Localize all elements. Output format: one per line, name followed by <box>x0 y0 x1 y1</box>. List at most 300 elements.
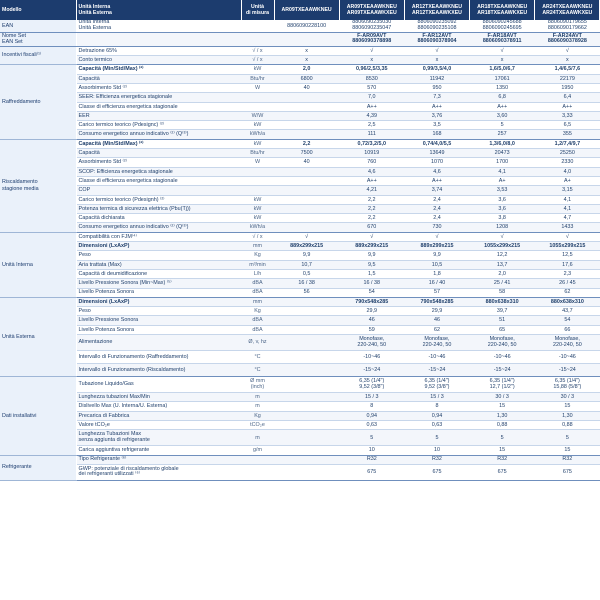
spec-value: 16 / 38 <box>274 279 339 288</box>
spec-value: 15 <box>470 402 535 411</box>
spec-label: Carico termico teorico (Pdesignc) ⁽²⁾ <box>76 121 241 130</box>
spec-row <box>0 232 600 241</box>
spec-value: 40 <box>274 84 339 93</box>
spec-label: Carico termico teorico (Pdesignh) ⁽²⁾ <box>76 195 241 204</box>
spec-value <box>274 111 339 120</box>
spec-value <box>274 195 339 204</box>
spec-value: 1,2/7,4/9,7 <box>535 139 600 148</box>
spec-unit: mm <box>241 242 274 251</box>
spec-value <box>274 464 339 480</box>
spec-label: EER <box>76 111 241 120</box>
spec-label: Peso <box>76 307 241 316</box>
spec-unit: Kg <box>241 307 274 316</box>
spec-value: 0,88 <box>535 420 600 429</box>
spec-value: 3,5 <box>404 121 469 130</box>
spec-unit: √ / x <box>241 232 274 241</box>
spec-value: x <box>339 56 404 65</box>
spec-value <box>274 420 339 429</box>
spec-label: Livello Potenza Sonora <box>76 288 241 297</box>
spec-value <box>274 393 339 402</box>
spec-value: 4,0 <box>535 167 600 176</box>
spec-unit: kW <box>241 139 274 148</box>
spec-row <box>0 33 600 47</box>
spec-value: 675 <box>535 464 600 480</box>
spec-value: √ <box>404 46 469 55</box>
spec-value: 7500 <box>274 149 339 158</box>
section-name: Riscaldamento stagione media <box>0 139 76 232</box>
spec-value: A++ <box>404 102 469 111</box>
spec-value: 9,9 <box>274 251 339 260</box>
spec-value: 6,8 <box>470 93 535 102</box>
section-name: Refrigerante <box>0 455 76 480</box>
spec-value <box>274 204 339 213</box>
spec-row <box>0 351 600 364</box>
header-row <box>0 0 600 20</box>
spec-value: 54 <box>339 288 404 297</box>
spec-unit: Btu/hr <box>241 149 274 158</box>
spec-value: 730 <box>404 223 469 232</box>
spec-row <box>0 420 600 429</box>
spec-value: 257 <box>470 130 535 139</box>
spec-value: 880x638x310 <box>470 297 535 306</box>
spec-row <box>0 269 600 278</box>
spec-value: 675 <box>339 464 404 480</box>
spec-value: 2,2 <box>339 204 404 213</box>
spec-value <box>274 130 339 139</box>
spec-value: √ <box>470 232 535 241</box>
spec-row <box>0 56 600 65</box>
spec-unit: m <box>241 430 274 446</box>
spec-value: 17061 <box>470 74 535 83</box>
spec-value: 15 / 3 <box>339 393 404 402</box>
spec-value: 8 <box>339 402 404 411</box>
spec-value: x <box>274 46 339 55</box>
spec-unit: g/m <box>241 446 274 455</box>
spec-value: 58 <box>470 288 535 297</box>
spec-row <box>0 102 600 111</box>
spec-value: 4,7 <box>535 214 600 223</box>
spec-value: 1700 <box>470 158 535 167</box>
spec-value: 1350 <box>470 84 535 93</box>
spec-value: 16 / 38 <box>339 279 404 288</box>
spec-value: x <box>535 56 600 65</box>
spec-label: Intervallo di Funzionamento (Raffreddamento) <box>76 351 241 364</box>
spec-value: 8806090228100 <box>274 20 339 33</box>
spec-value: -15~24 <box>404 364 469 377</box>
spec-value: 3,15 <box>535 186 600 195</box>
spec-label: Classe di efficienza energetica stagionale <box>76 176 241 185</box>
spec-value: 1,5 <box>339 269 404 278</box>
spec-label: Dislivello Max (U. Interna/U. Esterna) <box>76 402 241 411</box>
header-model: AR09TXEAAWKNEU AR09TXEAAWKXEU <box>339 0 404 20</box>
spec-row <box>0 316 600 325</box>
spec-label: Intervallo di Funzionamento (Riscaldamento) <box>76 364 241 377</box>
spec-value: 5 <box>470 121 535 130</box>
spec-value: 3,60 <box>470 111 535 120</box>
spec-value: R32 <box>404 455 469 464</box>
spec-value: 4,1 <box>470 167 535 176</box>
section-name: Unità Interna <box>0 232 76 297</box>
spec-value: 5 <box>535 430 600 446</box>
spec-value: 12,5 <box>535 251 600 260</box>
spec-value: 1070 <box>404 158 469 167</box>
spec-value: 6800 <box>274 74 339 83</box>
spec-value <box>274 377 339 393</box>
spec-value: 12,2 <box>470 251 535 260</box>
spec-label: Assorbimento Std ⁽²⁾ <box>76 158 241 167</box>
spec-value: 29,9 <box>404 307 469 316</box>
spec-value: 26 / 45 <box>535 279 600 288</box>
spec-row <box>0 176 600 185</box>
spec-unit: kWh/a <box>241 223 274 232</box>
spec-label: Tipo Refrigerante ⁽⁶⁾ <box>76 455 241 464</box>
spec-value: 2,3 <box>535 269 600 278</box>
spec-row <box>0 402 600 411</box>
spec-row <box>0 46 600 55</box>
spec-value: 2,2 <box>339 195 404 204</box>
spec-label: Conto termico <box>76 56 241 65</box>
spec-value: 3,76 <box>404 111 469 120</box>
spec-unit: kW <box>241 121 274 130</box>
spec-value: 2,0 <box>274 65 339 74</box>
spec-value: 0,94 <box>339 411 404 420</box>
spec-value: 1055x299x215 <box>470 242 535 251</box>
spec-value <box>274 214 339 223</box>
spec-value: √ <box>339 232 404 241</box>
spec-value <box>274 430 339 446</box>
spec-value: 10,7 <box>274 260 339 269</box>
spec-value: Monofase, 220-240, 50 <box>535 335 600 351</box>
spec-value: 56 <box>274 288 339 297</box>
spec-value: x <box>274 56 339 65</box>
spec-label: Peso <box>76 251 241 260</box>
spec-value: 4,6 <box>339 167 404 176</box>
spec-value: F-AR12AVT 8806090378904 <box>404 33 469 47</box>
spec-label: Capacità <box>76 74 241 83</box>
spec-label: Carica aggiuntiva refrigerante <box>76 446 241 455</box>
spec-value: -15~24 <box>535 364 600 377</box>
spec-value: √ <box>274 232 339 241</box>
spec-label: Consumo energetico annuo indicativo ⁽²⁾ (Q⁽³⁾) <box>76 130 241 139</box>
spec-unit <box>241 20 274 33</box>
spec-row <box>0 167 600 176</box>
spec-value: 46 <box>404 316 469 325</box>
spec-unit: √ / x <box>241 46 274 55</box>
spec-value: 0,96/2,5/3,35 <box>339 65 404 74</box>
spec-value: A+ <box>470 176 535 185</box>
spec-label <box>76 33 241 47</box>
spec-value: 7,0 <box>339 93 404 102</box>
header-unit-measure: Unità di misura <box>241 0 274 20</box>
spec-value: 39,7 <box>470 307 535 316</box>
spec-value: 10919 <box>339 149 404 158</box>
spec-value: 1,30 <box>470 411 535 420</box>
spec-value <box>274 351 339 364</box>
spec-value: 11942 <box>404 74 469 83</box>
spec-value: 4,21 <box>339 186 404 195</box>
spec-label: Lunghezza Tubazioni Max senza aggiunta di refrigerante <box>76 430 241 446</box>
spec-value: 25250 <box>535 149 600 158</box>
spec-value: A++ <box>339 176 404 185</box>
spec-value: 2,2 <box>339 214 404 223</box>
spec-value: 59 <box>339 325 404 334</box>
section-name: Dati installativi <box>0 377 76 455</box>
spec-value: -15~24 <box>339 364 404 377</box>
spec-value: 790x548x285 <box>339 297 404 306</box>
spec-value: 0,94 <box>404 411 469 420</box>
spec-value: 40 <box>274 158 339 167</box>
spec-value: 25 / 41 <box>470 279 535 288</box>
spec-value: √ <box>470 46 535 55</box>
spec-value: 22179 <box>535 74 600 83</box>
spec-unit: m³/min <box>241 260 274 269</box>
spec-value: F-AR18AVT 8806090378911 <box>470 33 535 47</box>
spec-value: 168 <box>404 130 469 139</box>
spec-unit: Kg <box>241 251 274 260</box>
spec-value: 62 <box>535 288 600 297</box>
spec-value <box>274 364 339 377</box>
spec-value: 20473 <box>470 149 535 158</box>
spec-value: A++ <box>535 102 600 111</box>
spec-value <box>274 102 339 111</box>
spec-unit: dBA <box>241 279 274 288</box>
spec-row <box>0 335 600 351</box>
spec-value: 0,63 <box>404 420 469 429</box>
spec-unit: Btu/hr <box>241 74 274 83</box>
spec-label: Livello Potenza Sonora <box>76 325 241 334</box>
spec-value: 13,7 <box>470 260 535 269</box>
header-unit-label: Unità Interna Unità Esterna <box>76 0 241 20</box>
spec-row <box>0 260 600 269</box>
spec-value: 8806090179655 8806090179662 <box>535 20 600 33</box>
spec-unit: Kg <box>241 411 274 420</box>
spec-value: 15 <box>535 402 600 411</box>
spec-value <box>274 335 339 351</box>
spec-unit: dBA <box>241 288 274 297</box>
spec-value <box>274 446 339 455</box>
spec-value <box>274 297 339 306</box>
spec-label: Classe di efficienza energetica stagionale <box>76 102 241 111</box>
spec-row <box>0 455 600 464</box>
spec-row <box>0 364 600 377</box>
section-name: Unità Esterna <box>0 297 76 376</box>
spec-value: 1208 <box>470 223 535 232</box>
spec-row <box>0 186 600 195</box>
spec-value: 889x299x215 <box>404 242 469 251</box>
spec-value: 9,5 <box>339 260 404 269</box>
spec-value: 0,99/3,5/4,0 <box>404 65 469 74</box>
header-model: AR24TXEAAWKNEU AR24TXEAAWKXEU <box>535 0 600 20</box>
spec-row <box>0 393 600 402</box>
spec-unit <box>241 176 274 185</box>
spec-value: 0,74/4,0/5,5 <box>404 139 469 148</box>
spec-value: 880x638x310 <box>535 297 600 306</box>
spec-value: 950 <box>404 84 469 93</box>
spec-label: Lunghezza tubazioni Max/Min <box>76 393 241 402</box>
spec-value: R32 <box>535 455 600 464</box>
spec-value: 30 / 3 <box>470 393 535 402</box>
section-name: Raffreddamento <box>0 65 76 139</box>
spec-value: 46 <box>339 316 404 325</box>
spec-row <box>0 121 600 130</box>
spec-value: 57 <box>404 288 469 297</box>
spec-row <box>0 377 600 393</box>
spec-label: Consumo energetico annuo indicativo ⁽²⁾ (Q⁽³⁾) <box>76 223 241 232</box>
spec-label: Capacità di deumidificazione <box>76 269 241 278</box>
spec-value <box>274 186 339 195</box>
spec-value: 0,72/3,2/5,0 <box>339 139 404 148</box>
spec-label: Detrazione 65% <box>76 46 241 55</box>
spec-value: 2,4 <box>404 214 469 223</box>
spec-value: 15 <box>535 446 600 455</box>
spec-label: SEER: Efficienza energetica stagionale <box>76 93 241 102</box>
spec-unit: W <box>241 84 274 93</box>
spec-row <box>0 251 600 260</box>
spec-value: 355 <box>535 130 600 139</box>
spec-value: 760 <box>339 158 404 167</box>
spec-value: 4,1 <box>535 204 600 213</box>
spec-value <box>274 316 339 325</box>
spec-unit: °C <box>241 351 274 364</box>
spec-value: 10 <box>404 446 469 455</box>
spec-row <box>0 84 600 93</box>
spec-value: 1055x299x215 <box>535 242 600 251</box>
spec-value <box>274 33 339 47</box>
spec-row <box>0 158 600 167</box>
spec-value: 8806090235030 8806090235047 <box>339 20 404 33</box>
spec-unit <box>241 93 274 102</box>
spec-value: 29,9 <box>339 307 404 316</box>
spec-value <box>274 93 339 102</box>
spec-value: 1,6/5,0/6,7 <box>470 65 535 74</box>
spec-value: -10~46 <box>470 351 535 364</box>
spec-unit: mm <box>241 297 274 306</box>
spec-value: 30 / 3 <box>535 393 600 402</box>
spec-value: 6,35 (1/4") 15,88 (5/8") <box>535 377 600 393</box>
spec-label: COP <box>76 186 241 195</box>
spec-value <box>274 121 339 130</box>
spec-value: 3,33 <box>535 111 600 120</box>
spec-row <box>0 307 600 316</box>
spec-row <box>0 446 600 455</box>
spec-value: 6,4 <box>535 93 600 102</box>
spec-value: 17,6 <box>535 260 600 269</box>
spec-unit: kW <box>241 195 274 204</box>
spec-label: Alimentazione <box>76 335 241 351</box>
spec-value: 16 / 40 <box>404 279 469 288</box>
spec-value: 9,9 <box>404 251 469 260</box>
spec-unit: Ø mm (inch) <box>241 377 274 393</box>
spec-value: R32 <box>339 455 404 464</box>
spec-value: 66 <box>535 325 600 334</box>
spec-value: 670 <box>339 223 404 232</box>
spec-label: Aria trattata (Max) <box>76 260 241 269</box>
spec-value: 675 <box>470 464 535 480</box>
spec-row <box>0 411 600 420</box>
spec-value: √ <box>535 46 600 55</box>
spec-value: 10,5 <box>404 260 469 269</box>
spec-value: 5 <box>404 430 469 446</box>
spec-value: 13649 <box>404 149 469 158</box>
spec-row <box>0 74 600 83</box>
spec-row <box>0 214 600 223</box>
spec-value: 2,5 <box>339 121 404 130</box>
spec-value: Monofase, 220-240, 50 <box>404 335 469 351</box>
spec-row <box>0 430 600 446</box>
spec-value: R32 <box>470 455 535 464</box>
spec-label: Compatibilità con FJM⁽⁴⁾ <box>76 232 241 241</box>
spec-value: 790x548x285 <box>404 297 469 306</box>
spec-value: 6,35 (1/4") 12,7 (1/2") <box>470 377 535 393</box>
header-modello: Modello <box>0 0 76 20</box>
spec-unit <box>241 455 274 464</box>
spec-label: Precarica di Fabbrica <box>76 411 241 420</box>
spec-unit: kW <box>241 204 274 213</box>
spec-value: 570 <box>339 84 404 93</box>
spec-label: Dimensioni (LxAxP) <box>76 297 241 306</box>
spec-row <box>0 139 600 148</box>
spec-unit: tCO₂e <box>241 420 274 429</box>
spec-value: -10~46 <box>339 351 404 364</box>
spec-value: A++ <box>470 102 535 111</box>
spec-label: Unità Interna Unità Esterna <box>76 20 241 33</box>
spec-value: A++ <box>404 176 469 185</box>
spec-value: Monofase, 220-240, 50 <box>470 335 535 351</box>
spec-value <box>274 455 339 464</box>
spec-row <box>0 223 600 232</box>
spec-value: 8 <box>404 402 469 411</box>
spec-value <box>274 176 339 185</box>
spec-value: 0,63 <box>339 420 404 429</box>
spec-value: √ <box>535 232 600 241</box>
spec-row <box>0 288 600 297</box>
spec-value: 3,6 <box>470 195 535 204</box>
spec-row <box>0 242 600 251</box>
spec-value <box>274 223 339 232</box>
spec-value: 1950 <box>535 84 600 93</box>
spec-label: Capacità dichiarata <box>76 214 241 223</box>
spec-row <box>0 111 600 120</box>
spec-unit: W <box>241 158 274 167</box>
spec-label: Capacità <box>76 149 241 158</box>
section-name: Incentivi fiscali⁽¹⁾ <box>0 46 76 65</box>
spec-value: 2330 <box>535 158 600 167</box>
spec-value: 8530 <box>339 74 404 83</box>
spec-row <box>0 464 600 480</box>
spec-unit: kW <box>241 214 274 223</box>
spec-label: GWP: potenziale di riscaldamento globale dei refrigeranti utilizzati ⁽⁶⁾ <box>76 464 241 480</box>
spec-label: SCOP: Efficienza energetica stagionale <box>76 167 241 176</box>
spec-value: 2,4 <box>404 195 469 204</box>
spec-unit: dBA <box>241 316 274 325</box>
spec-label: Assorbimento Std ⁽²⁾ <box>76 84 241 93</box>
spec-unit: W/W <box>241 111 274 120</box>
spec-unit: kW <box>241 65 274 74</box>
spec-label: Tubazione Liquido/Gas <box>76 377 241 393</box>
spec-row <box>0 195 600 204</box>
spec-value: 889x299x215 <box>339 242 404 251</box>
spec-unit: m <box>241 393 274 402</box>
spec-row <box>0 204 600 213</box>
spec-unit: L/h <box>241 269 274 278</box>
spec-row <box>0 325 600 334</box>
spec-value: 0,88 <box>470 420 535 429</box>
spec-label: Valore tCO₂e <box>76 420 241 429</box>
section-name: Nome Set EAN Set <box>0 33 76 47</box>
spec-value: 1,3/6,0/8,0 <box>470 139 535 148</box>
spec-label: Potenza termica di sicurezza elettrica (Pbu(Tj)) <box>76 204 241 213</box>
spec-unit: °C <box>241 364 274 377</box>
